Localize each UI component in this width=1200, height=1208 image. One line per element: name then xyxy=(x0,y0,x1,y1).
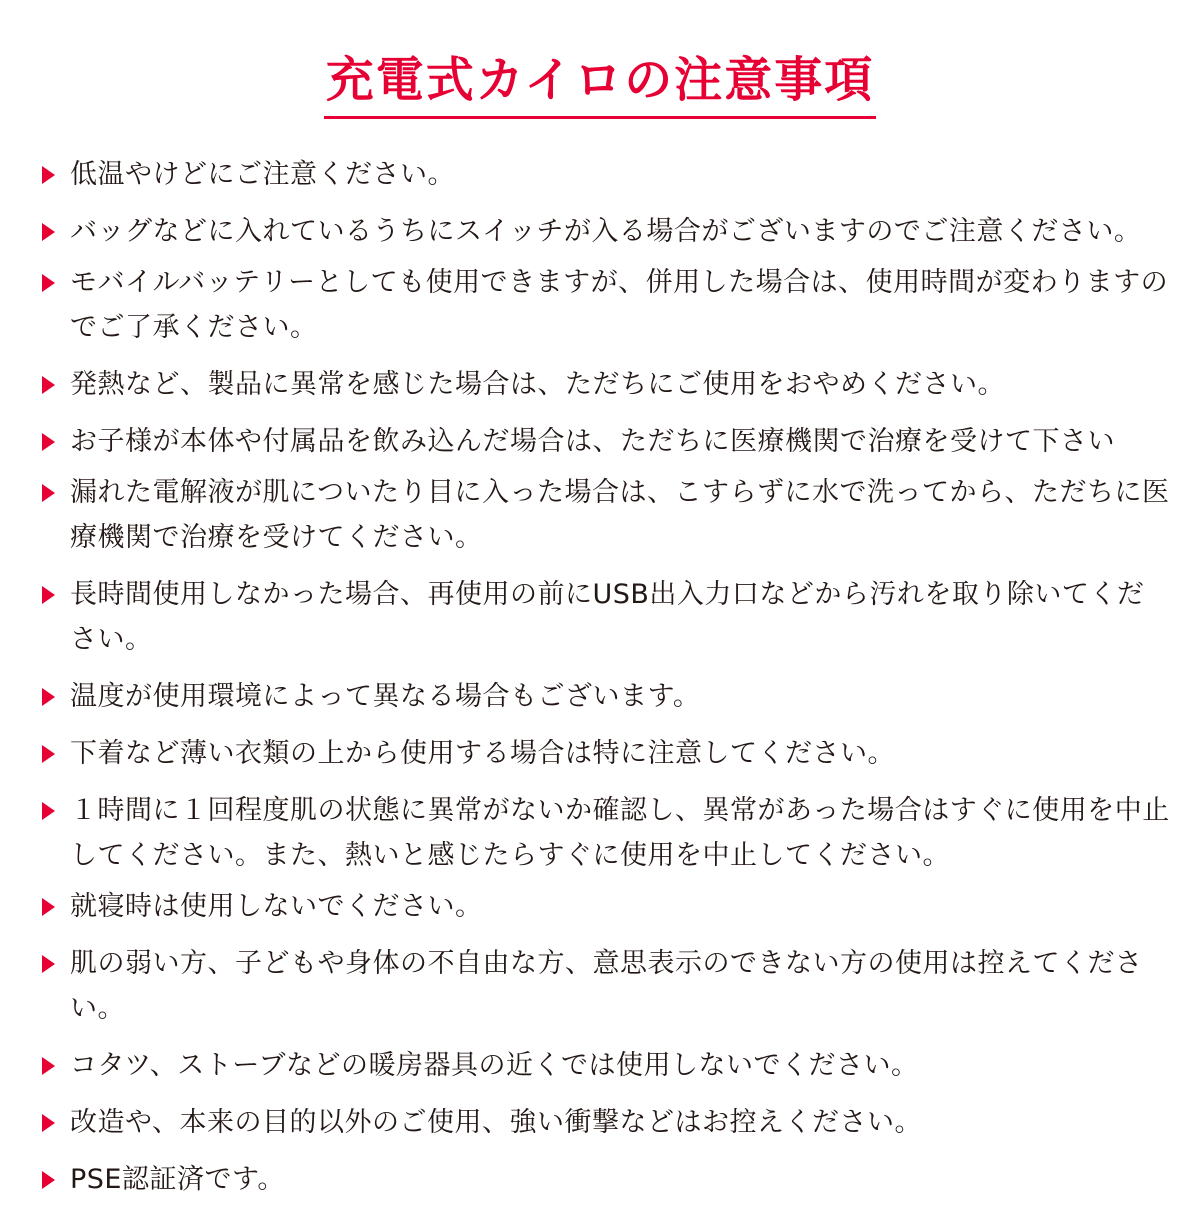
triangle-bullet-icon xyxy=(42,376,55,394)
notice-text: PSE認証済です。 xyxy=(70,1164,285,1195)
triangle-bullet-icon xyxy=(42,898,55,916)
triangle-bullet-icon xyxy=(42,1114,55,1132)
list-item xyxy=(40,788,1170,878)
notice-text: 下着など薄い衣類の上から使用する場合は特に注意してください。 xyxy=(70,738,895,769)
list-item xyxy=(40,941,1170,1031)
triangle-bullet-icon xyxy=(42,484,55,502)
triangle-bullet-icon xyxy=(42,166,55,184)
notice-text: 発熱など、製品に異常を感じた場合は、ただちにご使用をおやめください。 xyxy=(70,369,1005,400)
list-item xyxy=(40,209,1170,254)
notice-text: 就寝時は使用しないでください。 xyxy=(70,891,483,922)
list-item xyxy=(40,362,1170,407)
notice-text: コタツ、ストーブなどの暖房器具の近くでは使用しないでください。 xyxy=(70,1050,919,1081)
list-item xyxy=(40,884,1170,929)
triangle-bullet-icon xyxy=(42,955,55,973)
page-title: 充電式カイロの注意事項 xyxy=(324,48,877,119)
notice-text: 温度が使用環境によって異なる場合もございます。 xyxy=(70,681,701,712)
notice-text: モバイルバッテリーとしても使用できますが、併用した場合は、使用時間が変わりますのでご了承ください。 xyxy=(70,267,1169,343)
notice-text: バッグなどに入れているうちにスイッチが入る場合がございますのでご注意ください。 xyxy=(70,216,1142,247)
notice-list xyxy=(40,152,1170,1208)
list-item xyxy=(40,1100,1170,1145)
notice-text: １時間に１回程度肌の状態に異常がないか確認し、異常があった場合はすぐに使用を中止してください。また、熱いと感じたらすぐに使用を中止してください。 xyxy=(70,795,1170,871)
triangle-bullet-icon xyxy=(42,745,55,763)
triangle-bullet-icon xyxy=(42,802,55,820)
notice-text: 改造や、本来の目的以外のご使用、強い衝撃などはお控えください。 xyxy=(70,1107,922,1138)
list-item xyxy=(40,470,1170,560)
list-item xyxy=(40,572,1170,662)
triangle-bullet-icon xyxy=(42,688,55,706)
title-container xyxy=(0,48,1200,119)
triangle-bullet-icon xyxy=(42,433,55,451)
list-item xyxy=(40,1157,1170,1202)
list-item xyxy=(40,152,1170,197)
triangle-bullet-icon xyxy=(42,1057,55,1075)
triangle-bullet-icon xyxy=(42,274,55,292)
notice-text: 長時間使用しなかった場合、再使用の前にUSB出入力口などから汚れを取り除いてください。 xyxy=(70,579,1145,655)
notice-text: お子様が本体や付属品を飲み込んだ場合は、ただちに医療機関で治療を受けて下さい xyxy=(70,426,1115,457)
list-item xyxy=(40,674,1170,719)
notice-text: 漏れた電解液が肌についたり目に入った場合は、こすらずに水で洗ってから、ただちに医療機関で治療を受けてください。 xyxy=(70,477,1170,553)
list-item xyxy=(40,1043,1170,1088)
triangle-bullet-icon xyxy=(42,586,55,604)
list-item xyxy=(40,731,1170,776)
triangle-bullet-icon xyxy=(42,223,55,241)
notice-text: 肌の弱い方、子どもや身体の不自由な方、意思表示のできない方の使用は控えてください。 xyxy=(70,948,1143,1024)
list-item xyxy=(40,260,1170,350)
list-item xyxy=(40,419,1170,464)
notice-text: 低温やけどにご注意ください。 xyxy=(70,159,455,190)
triangle-bullet-icon xyxy=(42,1171,55,1189)
